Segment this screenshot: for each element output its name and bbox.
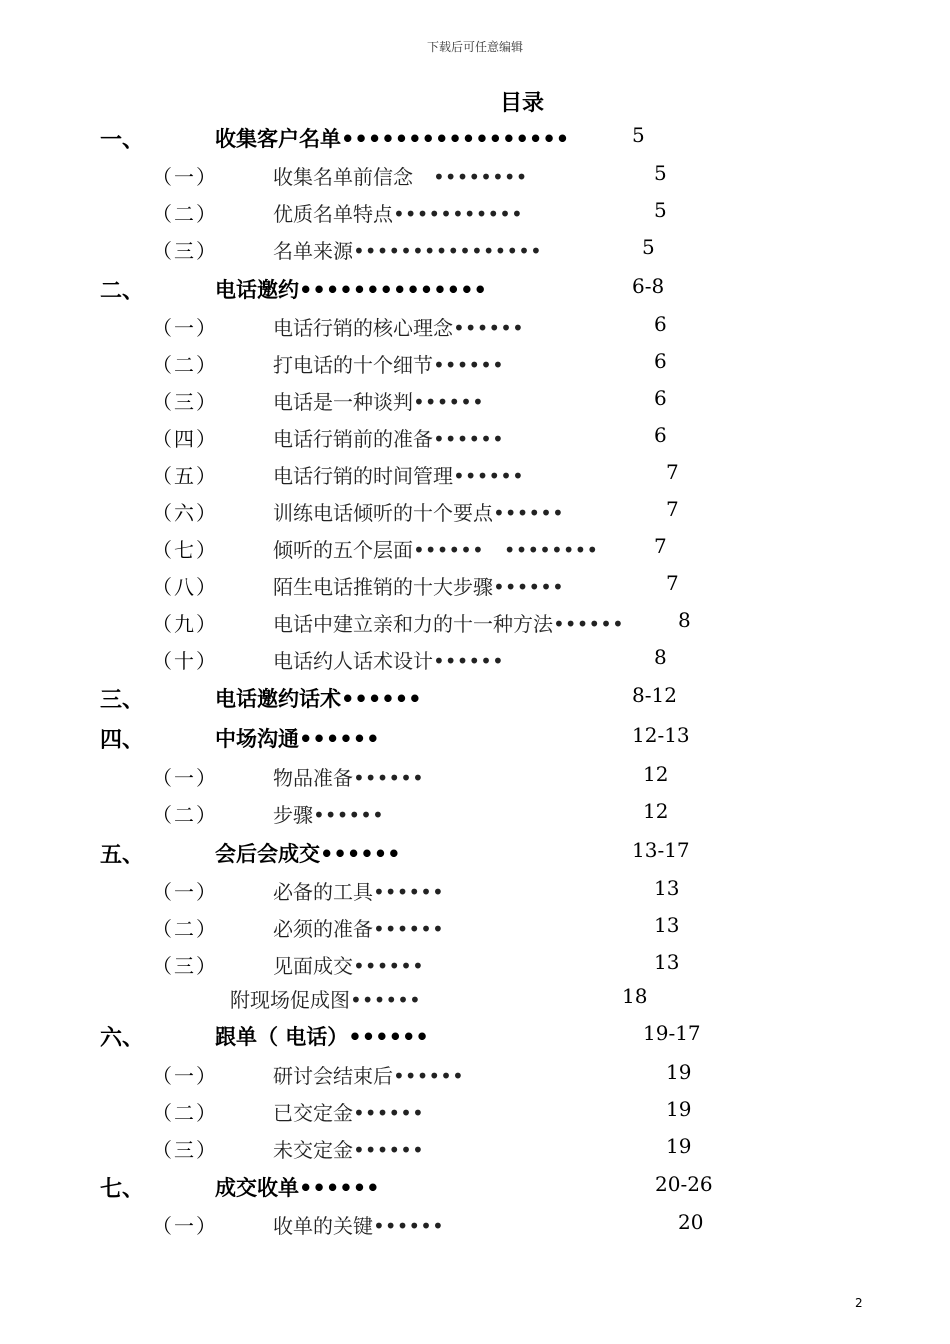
toc-entry-number: 一、 (100, 127, 145, 153)
toc-entry-number: （十） (152, 649, 218, 673)
toc-entry-number: 四、 (100, 727, 145, 753)
toc-entry-label: 陌生电话推销的十大步骤•••••• (273, 575, 564, 599)
toc-entry-label: 训练电话倾听的十个要点•••••• (273, 501, 564, 525)
toc-entry-label: 步骤•••••• (273, 803, 384, 827)
toc-entry-page: 13 (654, 913, 680, 937)
toc-entry (0, 161, 950, 191)
toc-entry-number: （四） (152, 427, 218, 451)
toc-entry-label: 倾听的五个层面•••••• •••••••• (273, 538, 599, 562)
toc-entry (0, 571, 950, 601)
toc-entry-number: （一） (152, 316, 218, 340)
toc-entry-page: 5 (642, 235, 655, 259)
toc-entry-page: 13 (654, 950, 680, 974)
toc-entry-page: 7 (666, 497, 679, 521)
toc-entry-page: 19 (666, 1060, 692, 1084)
toc-entry-label: 物品准备•••••• (273, 766, 424, 790)
toc-entry-label: 名单来源•••••••••••••••• (273, 239, 542, 263)
toc-entry-page: 12-13 (632, 723, 690, 747)
toc-entry-page: 19 (666, 1097, 692, 1121)
toc-entry-page: 8-12 (632, 683, 677, 707)
toc-entry-label: 电话是一种谈判•••••• (273, 390, 484, 414)
toc-entry-number: （二） (152, 202, 218, 226)
toc-entry (0, 460, 950, 490)
toc-entry-number: （七） (152, 538, 218, 562)
toc-entry-page: 7 (666, 460, 679, 484)
toc-entry-page: 8 (654, 645, 667, 669)
toc-entry-label: 研讨会结束后•••••• (273, 1064, 464, 1088)
toc-entry-page: 18 (622, 984, 648, 1008)
toc-entry-page: 6-8 (632, 274, 665, 298)
toc-entry-label: 电话中建立亲和力的十一种方法•••••• (273, 612, 624, 636)
toc-entry-number: （五） (152, 464, 218, 488)
toc-entry-label: 已交定金•••••• (273, 1101, 424, 1125)
toc-entry-label: 必备的工具•••••• (273, 880, 444, 904)
toc-entry-label: 电话行销的时间管理•••••• (273, 464, 524, 488)
toc-entry (0, 123, 950, 153)
toc-entry-page: 7 (666, 571, 679, 595)
toc-entry-label: 电话约人话术设计•••••• (273, 649, 504, 673)
toc-entry (0, 274, 950, 304)
toc-entry-number: （九） (152, 612, 218, 636)
toc-entry-page: 19-17 (643, 1021, 701, 1045)
toc-entry (0, 876, 950, 906)
toc-entry-number: （二） (152, 1101, 218, 1125)
toc-entry-label: 优质名单特点••••••••••• (273, 202, 523, 226)
toc-entry (0, 1097, 950, 1127)
toc-entry (0, 235, 950, 265)
toc-entry-page: 13 (654, 876, 680, 900)
toc-entry (0, 838, 950, 868)
toc-entry-page: 5 (654, 161, 667, 185)
toc-entry-number: （一） (152, 766, 218, 790)
toc-entry (0, 198, 950, 228)
toc-entry-label: 未交定金•••••• (273, 1138, 424, 1162)
toc-entry-page: 6 (654, 312, 667, 336)
toc-entry (0, 683, 950, 713)
toc-entry-page: 13-17 (632, 838, 690, 862)
toc-entry-label: 见面成交•••••• (273, 954, 424, 978)
toc-entry-label: 中场沟通•••••• (215, 727, 380, 751)
toc-entry (0, 913, 950, 943)
toc-entry-page: 7 (654, 534, 667, 558)
toc-entry (0, 1172, 950, 1202)
toc-entry (0, 1021, 950, 1051)
toc-entry-label: 必须的准备•••••• (273, 917, 444, 941)
toc-entry-label: 附现场促成图•••••• (230, 988, 421, 1012)
toc-entry-page: 12 (643, 762, 669, 786)
toc-entry (0, 762, 950, 792)
toc-entry-label: 电话邀约•••••••••••••• (215, 278, 487, 302)
toc-entry-number: （一） (152, 165, 218, 189)
toc-entry-label: 会后会成交•••••• (215, 842, 401, 866)
toc-entry-number: （三） (152, 239, 218, 263)
toc-entry-number: （二） (152, 353, 218, 377)
toc-entry (0, 799, 950, 829)
toc-entry-number: （八） (152, 575, 218, 599)
toc-entry-number: （一） (152, 1214, 218, 1238)
toc-entry-number: （三） (152, 1138, 218, 1162)
page-title: 目录 (500, 91, 545, 116)
toc-entry-label: 电话邀约话术•••••• (215, 687, 422, 711)
toc-entry-page: 6 (654, 423, 667, 447)
toc-entry (0, 386, 950, 416)
toc-entry (0, 497, 950, 527)
toc-entry (0, 349, 950, 379)
toc-entry-number: 三、 (100, 687, 145, 713)
toc-entry-label: 收单的关键•••••• (273, 1214, 444, 1238)
page-number: 2 (855, 1296, 863, 1310)
toc-entry-page: 6 (654, 386, 667, 410)
toc-entry-page: 5 (632, 123, 645, 147)
toc-entry-page: 5 (654, 198, 667, 222)
toc-entry-number: （六） (152, 501, 218, 525)
toc-entry-number: （二） (152, 917, 218, 941)
toc-entry-page: 19 (666, 1134, 692, 1158)
toc-entry-page: 20 (678, 1210, 704, 1234)
toc-entry-number: 六、 (100, 1025, 145, 1051)
toc-entry (0, 984, 950, 1014)
toc-entry-number: 七、 (100, 1176, 145, 1202)
toc-entry (0, 608, 950, 638)
toc-entry-label: 收集名单前信念 •••••••• (273, 165, 528, 189)
toc-entry-label: 跟单（ 电话）•••••• (215, 1025, 429, 1049)
toc-entry (0, 534, 950, 564)
toc-entry-number: （三） (152, 390, 218, 414)
toc-entry-label: 电话行销前的准备•••••• (273, 427, 504, 451)
page-header: 下载后可任意编辑 (426, 40, 523, 54)
toc-entry (0, 645, 950, 675)
toc-entry-number: （三） (152, 954, 218, 978)
toc-entry (0, 1134, 950, 1164)
toc-entry-label: 打电话的十个细节•••••• (273, 353, 504, 377)
toc-entry-number: 五、 (100, 842, 145, 868)
toc-entry (0, 312, 950, 342)
toc-entry (0, 950, 950, 980)
toc-entry (0, 1210, 950, 1240)
toc-entry-label: 成交收单•••••• (215, 1176, 380, 1200)
toc-entry-page: 12 (643, 799, 669, 823)
toc-entry-page: 20-26 (655, 1172, 713, 1196)
toc-entry-number: （一） (152, 880, 218, 904)
toc-entry (0, 1060, 950, 1090)
toc-entry-page: 8 (678, 608, 691, 632)
toc-entry (0, 723, 950, 753)
toc-entry-label: 电话行销的核心理念•••••• (273, 316, 524, 340)
toc-entry-page: 6 (654, 349, 667, 373)
toc-entry-number: （二） (152, 803, 218, 827)
toc-entry (0, 423, 950, 453)
toc-entry-number: 二、 (100, 278, 145, 304)
toc-entry-label: 收集客户名单••••••••••••••••• (215, 127, 570, 151)
toc-entry-number: （一） (152, 1064, 218, 1088)
